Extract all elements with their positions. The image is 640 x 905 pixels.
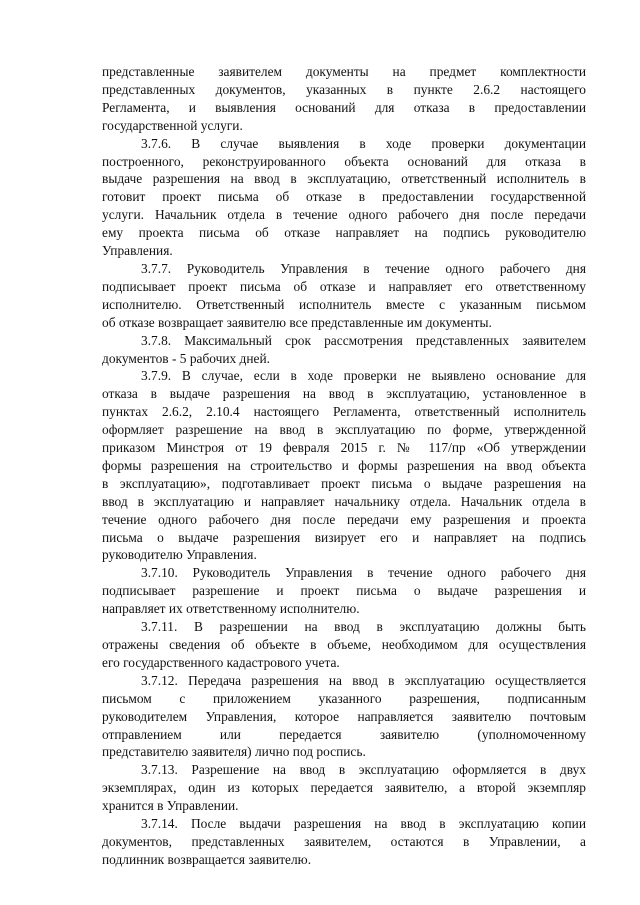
text-line: 3.7.10. Руководитель Управления в течение одного рабочего дня: [141, 565, 586, 581]
text-line: течение одного рабочего дня после передачи ему разрешения и проекта: [102, 511, 586, 527]
text-line: 3.7.12. Передача разрешения на ввод в эксплуатацию осуществляется: [141, 672, 586, 688]
text-line: услуги. Начальник отдела в течение одного рабочего дня после передачи: [102, 207, 586, 223]
paragraph-continuation: [102, 63, 586, 135]
text-line: построенного, реконструированного объекта оснований для отказа в: [102, 153, 586, 169]
text-line: подлинник возвращается заявителю.: [102, 851, 312, 867]
text-line: 3.7.14. После выдачи разрешения на ввод в эксплуатацию копии: [141, 816, 586, 832]
text-line: экземплярах, один из которых передается заявителю, а второй экземпляр: [102, 780, 586, 796]
paragraph-3-7-12: [102, 672, 586, 762]
paragraph-3-7-14: [102, 815, 586, 869]
text-line: 3.7.8. Максимальный срок рассмотрения представленных заявителем: [141, 332, 586, 348]
text-line: пунктах 2.6.2, 2.10.4 настоящего Регламента, ответственный исполнитель: [102, 404, 586, 420]
paragraph-3-7-9: [102, 367, 586, 564]
text-line: оформляет разрешение на ввод в эксплуатацию по форме, утвержденной: [102, 422, 586, 438]
text-line: отправлением или передается заявителю (уполномоченному: [102, 726, 586, 742]
text-line: документов - 5 рабочих дней.: [102, 350, 270, 366]
text-line: формы разрешения на строительство и формы разрешения на ввод объекта: [102, 457, 586, 473]
text-line: в эксплуатацию», подготавливает проект письма о выдаче разрешения на: [102, 475, 586, 491]
text-line: хранится в Управлении.: [102, 798, 239, 814]
text-line: 3.7.9. В случае, если в ходе проверки не выявлено основание для: [141, 368, 586, 384]
text-line: исполнителю. Ответственный исполнитель вместе с указанным письмом: [102, 296, 586, 312]
text-line: ему проекта письма об отказе направляет на подпись руководителю: [102, 225, 586, 241]
paragraph-3-7-11: [102, 618, 586, 672]
text-line: представленные заявителем документы на предмет комплектности: [102, 64, 586, 79]
text-line: ввод в эксплуатацию и направляет начальнику отдела. Начальник отдела в: [102, 493, 586, 509]
paragraph-3-7-6: [102, 135, 586, 260]
paragraph-3-7-13: [102, 761, 586, 815]
text-line: направляет их ответственному исполнителю.: [102, 601, 360, 617]
document-page: [102, 63, 586, 869]
text-line: документов, представленных заявителем, остаются в Управлении, а: [102, 833, 586, 849]
text-line: приказом Минстроя от 19 февраля 2015 г. № 117/пр «Об утверждении: [102, 440, 586, 456]
text-line: подписывает разрешение и проект письма о выдаче разрешения и: [102, 583, 586, 599]
text-line: представленных документов, указанных в пункте 2.6.2 настоящего: [102, 81, 586, 97]
text-line: 3.7.11. В разрешении на ввод в эксплуатацию должны быть: [141, 619, 586, 635]
paragraph-3-7-8: [102, 332, 586, 368]
text-line: его государственного кадастрового учета.: [102, 654, 340, 670]
text-line: отказа в выдаче разрешения на ввод в эксплуатацию, установленное в: [102, 386, 586, 402]
text-line: отражены сведения об объекте в объеме, необходимом для осуществления: [102, 637, 586, 652]
text-line: письмом с приложением указанного разрешения, подписанным: [102, 690, 586, 706]
text-line: 3.7.13. Разрешение на ввод в эксплуатацию оформляется в двух: [141, 762, 586, 778]
text-line: 3.7.6. В случае выявления в ходе проверки документации: [141, 135, 586, 151]
text-line: письма о выдаче разрешения визирует его и направляет на подпись: [102, 529, 586, 545]
document-body: [102, 63, 586, 869]
text-line: представителю заявителя) лично под роспись.: [102, 744, 366, 760]
paragraph-3-7-10: [102, 564, 586, 618]
text-line: руководителем Управления, которое направляется заявителю почтовым: [102, 708, 586, 724]
text-line: готовит проект письма об отказе в предоставлении государственной: [102, 189, 586, 205]
text-line: об отказе возвращает заявителю все представленные им документы.: [102, 314, 492, 330]
text-line: 3.7.7. Руководитель Управления в течение одного рабочего дня: [141, 260, 586, 276]
text-line: Регламента, и выявления оснований для отказа в предоставлении: [102, 99, 586, 115]
text-line: подписывает проект письма об отказе и направляет его ответственному: [102, 278, 586, 294]
text-line: государственной услуги.: [102, 117, 243, 133]
text-line: выдаче разрешения на ввод в эксплуатацию, ответственный исполнитель в: [102, 171, 586, 187]
paragraph-3-7-7: [102, 260, 586, 332]
text-line: Управления.: [102, 243, 173, 259]
text-line: руководителю Управления.: [102, 547, 257, 563]
